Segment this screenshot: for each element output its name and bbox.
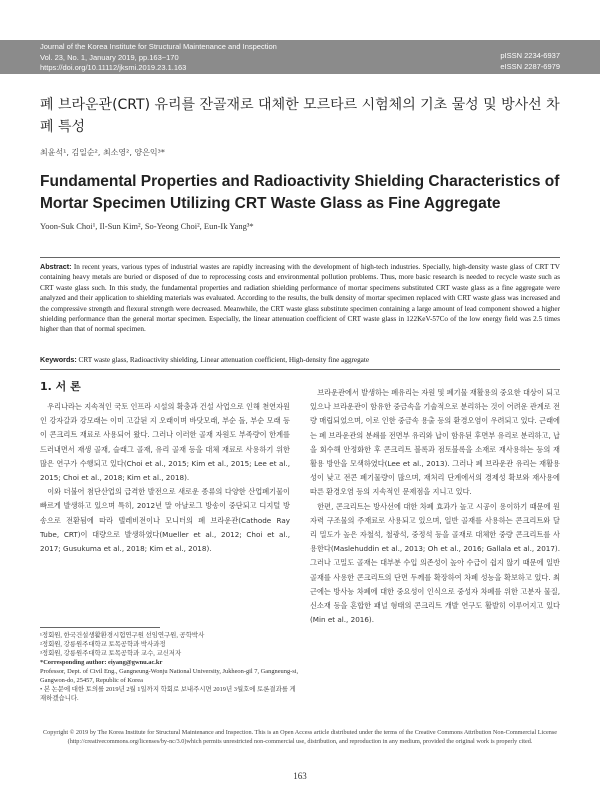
paragraph: 이와 더불어 첨단산업의 급격한 발전으로 새로운 종류의 다양한 산업폐기물이 빠르게 발생하고 있으며 특히, 2012년 말 아날로그 방송이 중단되고 디지털 방송으로 전환됨에 따라 텔레비전이나 모니터의 폐 브라운관(Cathode Ray Tube, CRT)이 대량으로 발생하였다(Mueller et al., 2012; Choi et al., 2017; Gusukuma et al., 2018; Kim et al., 2018). <box>40 487 290 554</box>
abstract-top-rule <box>40 257 560 258</box>
paragraph: 한편, 콘크리트는 방사선에 대한 차폐 효과가 높고 시공이 용이하기 때문에 원자력 구조물의 주재료로 사용되고 있으며, 일반 골재를 사용하는 콘크리트와 달리 밀도가 높은 자철석, 철광석, 중정석 등을 골재로 대체한 중량 콘크리트를 사용한다(Maslehuddin et al., 2013; Oh et al., 2016; Gallala et al., 2017). 그러나 고밀도 골재는 대부분 수입 의존성이 높아 수급이 쉽지 않기 때문에 일반 골재를 사용한 콘크리트의 단면 두께를 확장하여 차폐 성능을 확보하고 있다. 최근에는 방사능 차폐에 대한 중요성이 인식으로 중성자 차폐를 위한 고분자 물질, 신소재 등을 혼합한 패널 형태의 콘크리트 개발 연구도 활발히 이루어지고 있다(Min et al., 2016). <box>310 501 560 625</box>
journal-volume: Vol. 23, No. 1, January 2019, pp.163~170 <box>40 52 179 62</box>
korean-authors: 최윤석¹, 김일순², 최소영², 양은익³* <box>40 148 165 157</box>
issn-block <box>500 51 560 72</box>
journal-doi[interactable]: https://doi.org/10.11112/jksmi.2019.23.1.163 <box>40 63 187 72</box>
footnotes <box>40 631 300 703</box>
journal-info <box>40 42 277 74</box>
english-title: Fundamental Properties and Radioactivity Shielding Characteristics of Mortar Specimen Utilizing CRT Waste Glass as Fine Aggregate <box>40 173 560 212</box>
abstract <box>40 262 560 335</box>
page-number: 163 <box>293 771 307 781</box>
footnote: ³정회원, 강릉원주대학교 토목공학과 교수, 교신저자 <box>40 650 182 657</box>
english-authors: Yoon-Suk Choi¹, Il-Sun Kim², So-Yeong Choi², Eun-Ik Yang³* <box>40 221 254 231</box>
footnote: ¹정회원, 한국건설생활환경시험연구원 선임연구원, 공학박사 <box>40 632 205 639</box>
right-column <box>310 386 560 627</box>
pissn: pISSN 2234-6937 <box>500 51 560 60</box>
footnote-corresponding: *Corresponding author: eiyang@gwnu.ac.kr <box>40 659 163 666</box>
footnote: ²정회원, 강릉원주대학교 토목공학과 박사과정 <box>40 641 166 648</box>
abstract-text: In recent years, various types of industrial wastes are rapidly increasing with the development of high-tech industries. Specially, high-density waste glass of CRT TV containing heavy metals are buried or disposed of due to reprocessing costs and environmental pollution problems. Thus, more basic research is needed to recycle waste such as CRT waste glass such. In this study, the fundamental properties and radiation shielding performance of mortar specimens substituted CRT waste glass as a fine aggregate were analyzed and their application to shielding materials was evaluated. According to the results, the bulk density of mortar specimen replaced with CRT waste glass was increased and the compressive strength and flexural strength were decreased. Meanwhile, the CRT waste glass substitute specimen containing a large amount of lead component showed a higher shielding performance than the general mortar specimen. Especially, the linear attenuation coefficient of CRT waste glass in 122KeV-57Co of the low energy field was 2.5 times higher than that of normal specimen. <box>40 263 560 334</box>
paragraph: 우리나라는 지속적인 국토 인프라 시설의 확충과 건설 사업으로 인해 천연자원인 강자갈과 강모래는 이미 고갈된 지 오래이며 바닷모래, 부순 돌, 부순 모래 등이 콘크리트 재료로 사용되어 왔다. 그러나 이러한 골재 자원도 부족량이 한계를 드러내면서 재생 골재, 슬래그 골재, 유리 골재 등을 대체 재료로 사용하기 위한 많은 연구가 수행되고 있다(Choi et al., 2015; Kim et al., 2015; Lee et al., 2015; Choi et al., 2018; Kim et al., 2018). <box>40 402 290 483</box>
left-column <box>40 400 290 556</box>
abstract-label: Abstract: <box>40 262 72 271</box>
section-heading: 1. 서 론 <box>40 380 81 393</box>
keywords <box>40 355 560 365</box>
keywords-label: Keywords: <box>40 355 77 364</box>
journal-banner <box>0 40 600 74</box>
korean-title: 폐 브라운관(CRT) 유리를 잔골재로 대체한 모르타르 시험체의 기초 물성 및 방사선 차폐 특성 <box>40 97 560 135</box>
footnote: • 본 논문에 대한 토의를 2019년 2월 1일까지 학회로 보내주시면 2019년 3월호에 토론결과를 게재하겠습니다. <box>40 686 296 702</box>
journal-name: Journal of the Korea Institute for Structural Maintenance and Inspection <box>40 42 277 51</box>
abstract-bottom-rule <box>40 369 560 370</box>
footnote-rule <box>40 627 160 628</box>
copyright-notice: Copyright © 2019 by The Korea Institute for Structural Maintenance and Inspection. This is an Open Access article distributed under the terms of the Creative Commons Attribution Non-Commercial License (http://creativecommons.org/licenses/by-nc/3.0)which permits unrestricted non-commercial use, distribution, and reproduction in any medium, provided the original work is properly cited. <box>43 729 557 745</box>
footnote: Professor, Dept. of Civil Eng., Gangneung-Wonju National University, Jukheon-gil 7, Gangneung-si, Gangwon-do, 25457, Republic of Korea <box>40 668 299 684</box>
keywords-text: CRT waste glass, Radioactivity shielding, Linear attenuation coefficient, High-density fine aggregate <box>78 356 370 364</box>
paragraph: 브라운관에서 발생하는 폐유리는 자원 및 폐기물 재활용의 중요한 대상이 되고 있으나 브라운관이 함유한 중금속을 기술적으로 분리하는 것이 어려운 관계로 전량 매립되었으며, 이로 인한 중금속 용출 등의 환경오염이 우려되고 있다. 근래에는 폐 브라운관의 분쇄를 전면부 유리와 납이 함유된 후면부 유리로 분리하고, 납을 회수해 안정화한 후 콘크리트 블록과 점토블록을 소재로 재사용하는 등의 재활용 방안을 모색하였다(Lee et al., 2013). 그러나 폐 브라운관 유리는 재활용성이 낮고 전콘 폐기물량이 많으며, 재처리 단계에서의 경제성 확보와 재사용에 따른 환경오염 등의 지속적인 문제점을 지니고 있다. <box>310 388 560 497</box>
eissn: eISSN 2287-6979 <box>500 61 560 71</box>
